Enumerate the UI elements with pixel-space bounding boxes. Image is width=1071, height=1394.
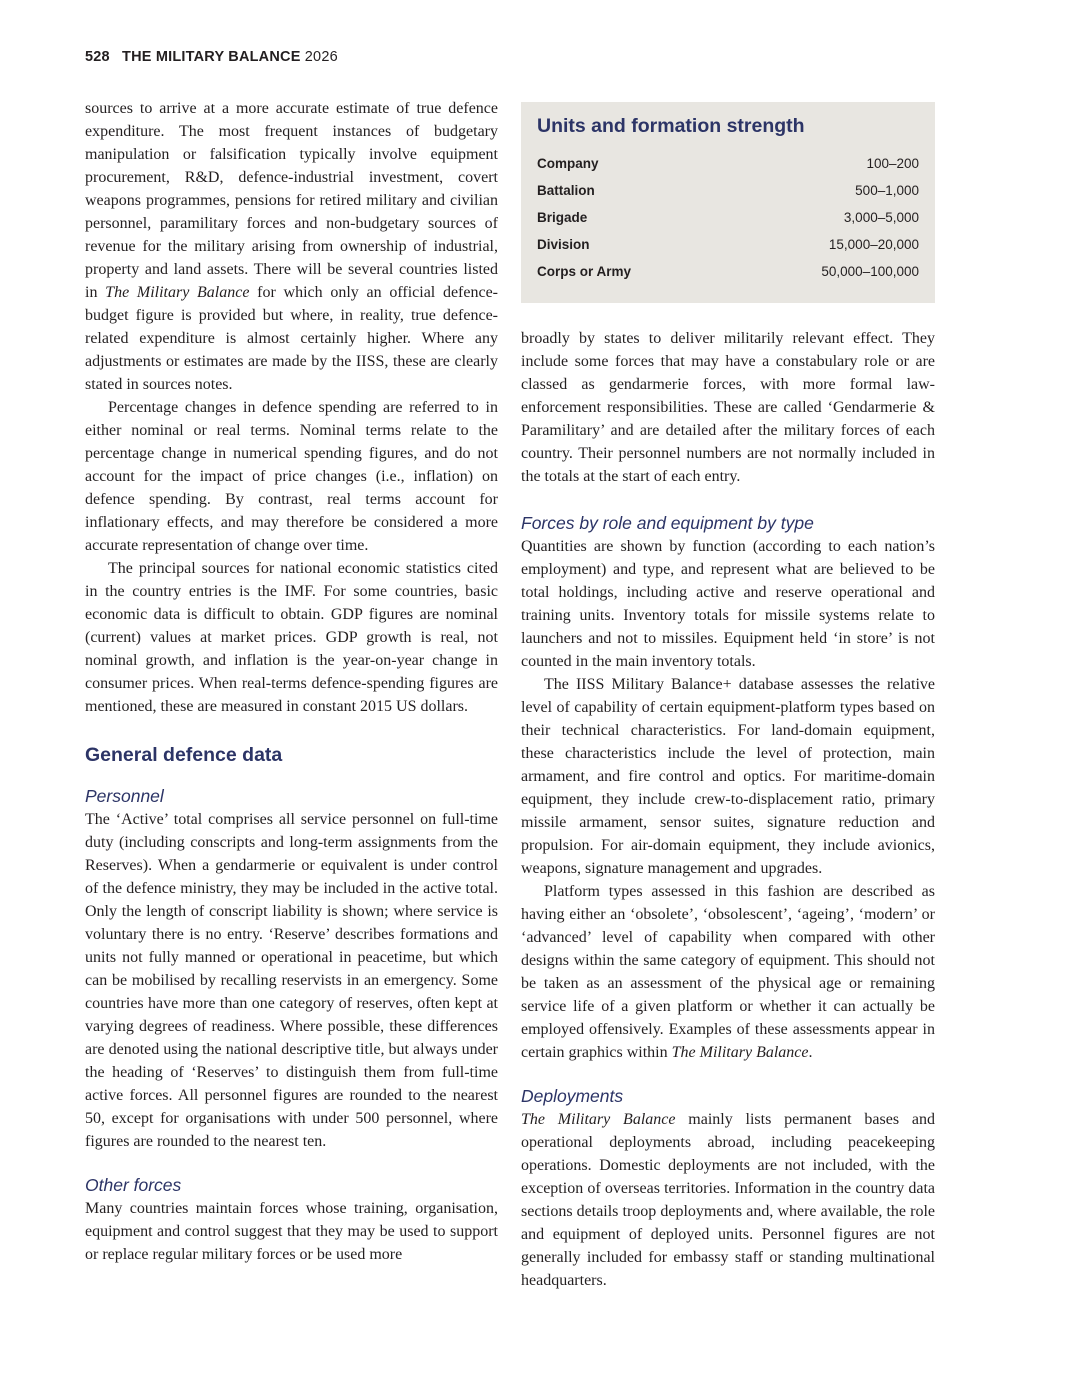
unit-name: Battalion [537,183,595,198]
paragraph-deployments: The Military Balance mainly lists permanent bases and operational deployments abroad, including peacekeeping operations. Domestic deployments are not included, with the exception of overseas territories. Information in the country data sections details troop deployments and, where available, the role and equipment of deployed units. Personnel figures are not generally included for embassy staff or standing multinational headquarters. [521,1111,935,1289]
unit-strength: 3,000–5,000 [843,210,919,225]
paragraph-other-forces-continued: broadly by states to deliver militarily relevant effect. They include some forces that may have a constabulary role or are classed as gendarmerie forces, with more formal law-enforcement responsibilities. These are called ‘Gendarmerie & Paramilitary’ and are detailed after the military forces of each country. Their personnel numbers are not normally included in the totals at the start of each entry. [521,330,935,485]
unit-name: Division [537,237,590,252]
unit-name: Company [537,156,599,171]
unit-strength: 100–200 [866,156,919,171]
units-box-title: Units and formation strength [537,115,805,137]
units-row-corps-or-army [537,258,919,285]
unit-strength: 15,000–20,000 [828,237,919,252]
right-column [521,327,935,1292]
publication-year: 2026 [304,49,338,65]
units-row-battalion [537,177,919,204]
units-row-company [537,150,919,177]
paragraph-personnel: The ‘Active’ total comprises all service personnel on full-time duty (including conscripts and long-term assignments from the Reserves). When a gendarmerie or equivalent is under control of the defence ministry, they may be included in the active total. Only the length of conscript liability is shown; where service is voluntary there is no entry. ‘Reserve’ describes formations and units not fully manned or operational in peacetime, but which can be mobilised by recalling reservists in an emergency. Some countries have more than one category of reserves, often kept at varying degrees of readiness. Where possible, these differences are denoted using the national descriptive title, but always under the heading of ‘Reserves’ to distinguish them from full-time active forces. All personnel figures are rounded to the nearest 50, except for organisations with under 500 personnel, where figures are rounded to the nearest ten. [85,811,498,1150]
subheading-personnel: Personnel [85,786,164,806]
units-row-division [537,231,919,258]
unit-strength: 500–1,000 [855,183,919,198]
unit-name: Corps or Army [537,264,632,279]
publication-reference: The Military Balance [671,1044,809,1061]
paragraph-percentage-changes: Percentage changes in defence spending are referred to in either nominal or real terms. Nominal terms relate to the percentage change in numerical spending figures, and do not account for the impact of price changes (i.e., inflation) on defence spending. By contrast, real terms account for inflationary effects, and may therefore be considered a more accurate representation of change over time. [85,399,498,554]
publication-title: THE MILITARY BALANCE [122,49,301,65]
section-heading-general-defence-data: General defence data [85,744,283,766]
paragraph-quantities: Quantities are shown by function (according to each nation’s employment) and type, and represent what are believed to be total holdings, including active and reserve operational and training units. Inventory totals for missile systems relate to launchers and not to missiles. Equipment held ‘in store’ is not counted in the main inventory totals. [521,538,935,670]
paragraph-economic-sources: The principal sources for national economic statistics cited in the country entries is the IMF. For some countries, basic economic data is difficult to obtain. GDP figures are nominal (current) values at market prices. GDP growth is real, not nominal growth, and inflation is the year-on-year change in consumer prices. When real-terms defence-spending figures are mentioned, these are measured in constant 2015 US dollars. [85,560,498,715]
running-header [85,49,338,65]
paragraph-budget-manipulation: sources to arrive at a more accurate estimate of true defence expenditure. The most frequent instances of budgetary manipulation or falsification typically involve equipment procurement, R&D, defence-industrial investment, covert weapons programmes, pensions for retired military and civilian personnel, paramilitary forces and non-budgetary sources of revenue for the military arising from ownership of industrial, property and land assets. There will be several countries listed in The Military Balance for which only an official defence-budget figure is provided but where, in reality, true defence-related expenditure is almost certainly higher. Where any adjustments or estimates are made by the IISS, these are clearly stated in sources notes. [85,100,499,393]
subheading-other-forces: Other forces [85,1175,182,1195]
subheading-forces-by-role: Forces by role and equipment by type [521,513,814,533]
paragraph-platform-assessment: Platform types assessed in this fashion are described as having either an ‘obsolete’, ‘obsolescent’, ‘ageing’, ‘modern’ or ‘advanced’ level of capability when compared with other designs within the same category of equipment. This should not be taken as an assessment of the physical age or remaining service life of a given platform or whether it can actually be employed offensively. Examples of these assessments appear in certain graphics within The Military Balance. [521,883,935,1061]
paragraph-other-forces: Many countries maintain forces whose training, organisation, equipment and control suggest that they may be used to support or replace regular military forces or be used more [85,1200,498,1263]
publication-reference: The Military Balance [105,284,250,301]
page-number: 528 [85,49,110,65]
publication-reference: The Military Balance [521,1111,676,1128]
units-formation-strength-box [521,102,935,303]
paragraph-military-balance-plus: The IISS Military Balance+ database assesses the relative level of capability of certain equipment-platform types based on their technical characteristics. For land-domain equipment, these characteristics include the level of protection, main armament, and fire control and optics. For maritime-domain equipment, they include crew-to-displacement ratio, primary missile armament, sensor suites, signature reduction and propulsion. For air-domain equipment, they include avionics, weapons, signature management and upgrades. [521,676,935,877]
unit-name: Brigade [537,210,588,225]
unit-strength: 50,000–100,000 [821,264,919,279]
units-row-brigade [537,204,919,231]
subheading-deployments: Deployments [521,1086,624,1106]
left-column [85,97,498,1266]
